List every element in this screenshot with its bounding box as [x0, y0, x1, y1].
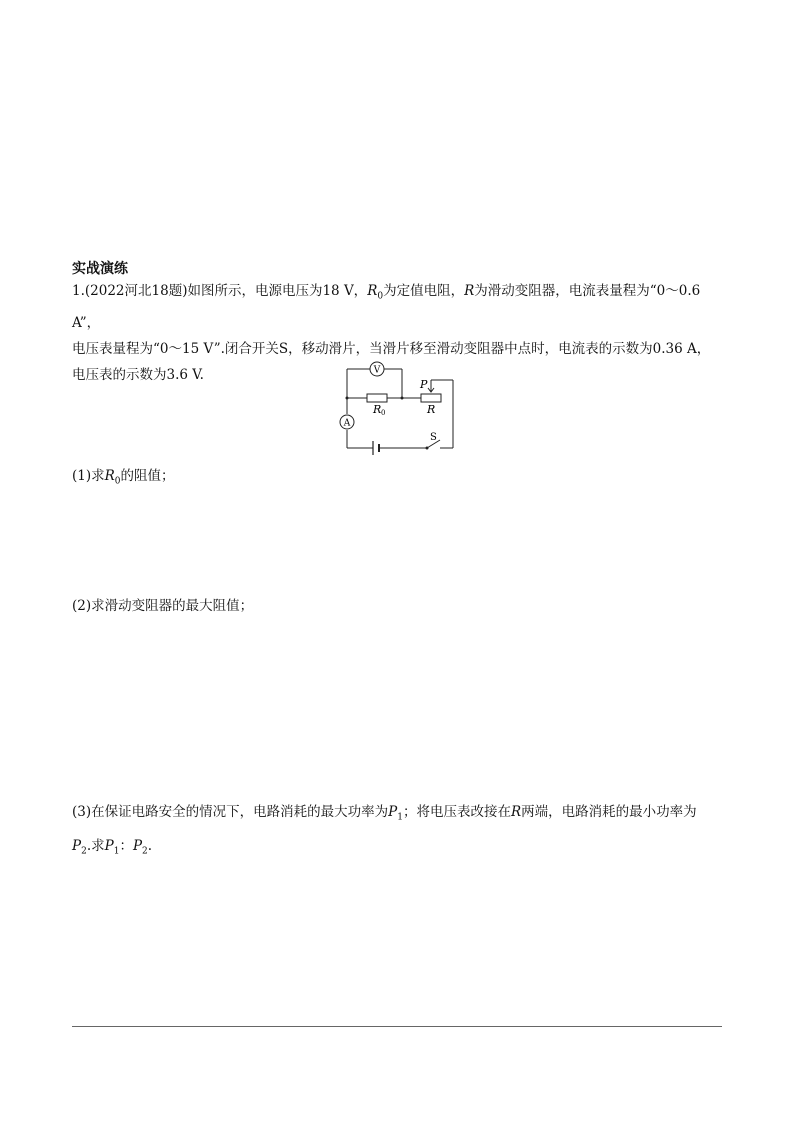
section-title: 实战演练: [72, 261, 128, 277]
var-r0: R: [104, 468, 115, 484]
voltmeter-icon: [370, 362, 384, 376]
var-p1-sub: 1: [397, 812, 403, 823]
problem-text: 为滑动变阻器，电流表量程为“0～0.6 A”，: [72, 283, 701, 331]
var-p2: P: [72, 837, 82, 854]
switch-label: S: [430, 432, 437, 443]
var-p2-sub: 2: [142, 846, 148, 857]
problem-line-3: 电压表的示数为3.6 V.: [72, 366, 204, 383]
var-p1-sub: 1: [113, 846, 120, 857]
var-p1: P: [104, 837, 114, 854]
r0-sub-label: 0: [381, 409, 386, 417]
r-label: R: [427, 403, 436, 416]
var-p2-sub: 2: [81, 846, 87, 857]
problem-number: 1.: [72, 283, 85, 299]
circuit-diagram: [335, 356, 465, 456]
question-2: (2)求滑动变阻器的最大阻值；: [72, 598, 254, 614]
ammeter-label: A: [343, 418, 351, 429]
footer-divider: [72, 1026, 722, 1027]
var-p2: P: [132, 837, 143, 854]
problem-source: (2022河北18题): [84, 283, 188, 299]
voltmeter-label: V: [373, 365, 381, 376]
question-1: [72, 462, 724, 496]
ammeter-icon: [340, 415, 354, 429]
problem-text: 如图所示，电源电压为18 V，: [187, 283, 368, 299]
ratio-colon: ：: [119, 837, 133, 854]
question-text: 两端，电路消耗的最小功率为: [521, 804, 697, 820]
question-text: .: [147, 837, 153, 854]
problem-line-1: [72, 278, 724, 336]
question-text: 的阻值；: [120, 468, 175, 484]
var-r: R: [464, 283, 475, 299]
problem-line-2: 电压表量程为“0～15 V”.闭合开关S，移动滑片，当滑片移至滑动变阻器中点时，电流表的示数为0.36 A，: [72, 340, 711, 357]
question-text: (1)求: [72, 468, 105, 484]
var-r: R: [510, 804, 522, 820]
r0-label: R: [373, 403, 382, 416]
slider-label: P: [420, 378, 428, 391]
problem-text: 为定值电阻，: [383, 283, 465, 299]
var-r0-sub: 0: [114, 476, 121, 487]
question-3: [72, 798, 724, 865]
question-text: ；将电压表改接在: [402, 804, 511, 820]
question-text: (3)在保证电路安全的情况下，电路消耗的最大功率为: [72, 804, 389, 820]
question-text: .求: [86, 837, 105, 854]
var-r0: R: [367, 283, 378, 299]
var-r0-sub: 0: [377, 291, 384, 302]
var-p1: P: [388, 804, 398, 820]
